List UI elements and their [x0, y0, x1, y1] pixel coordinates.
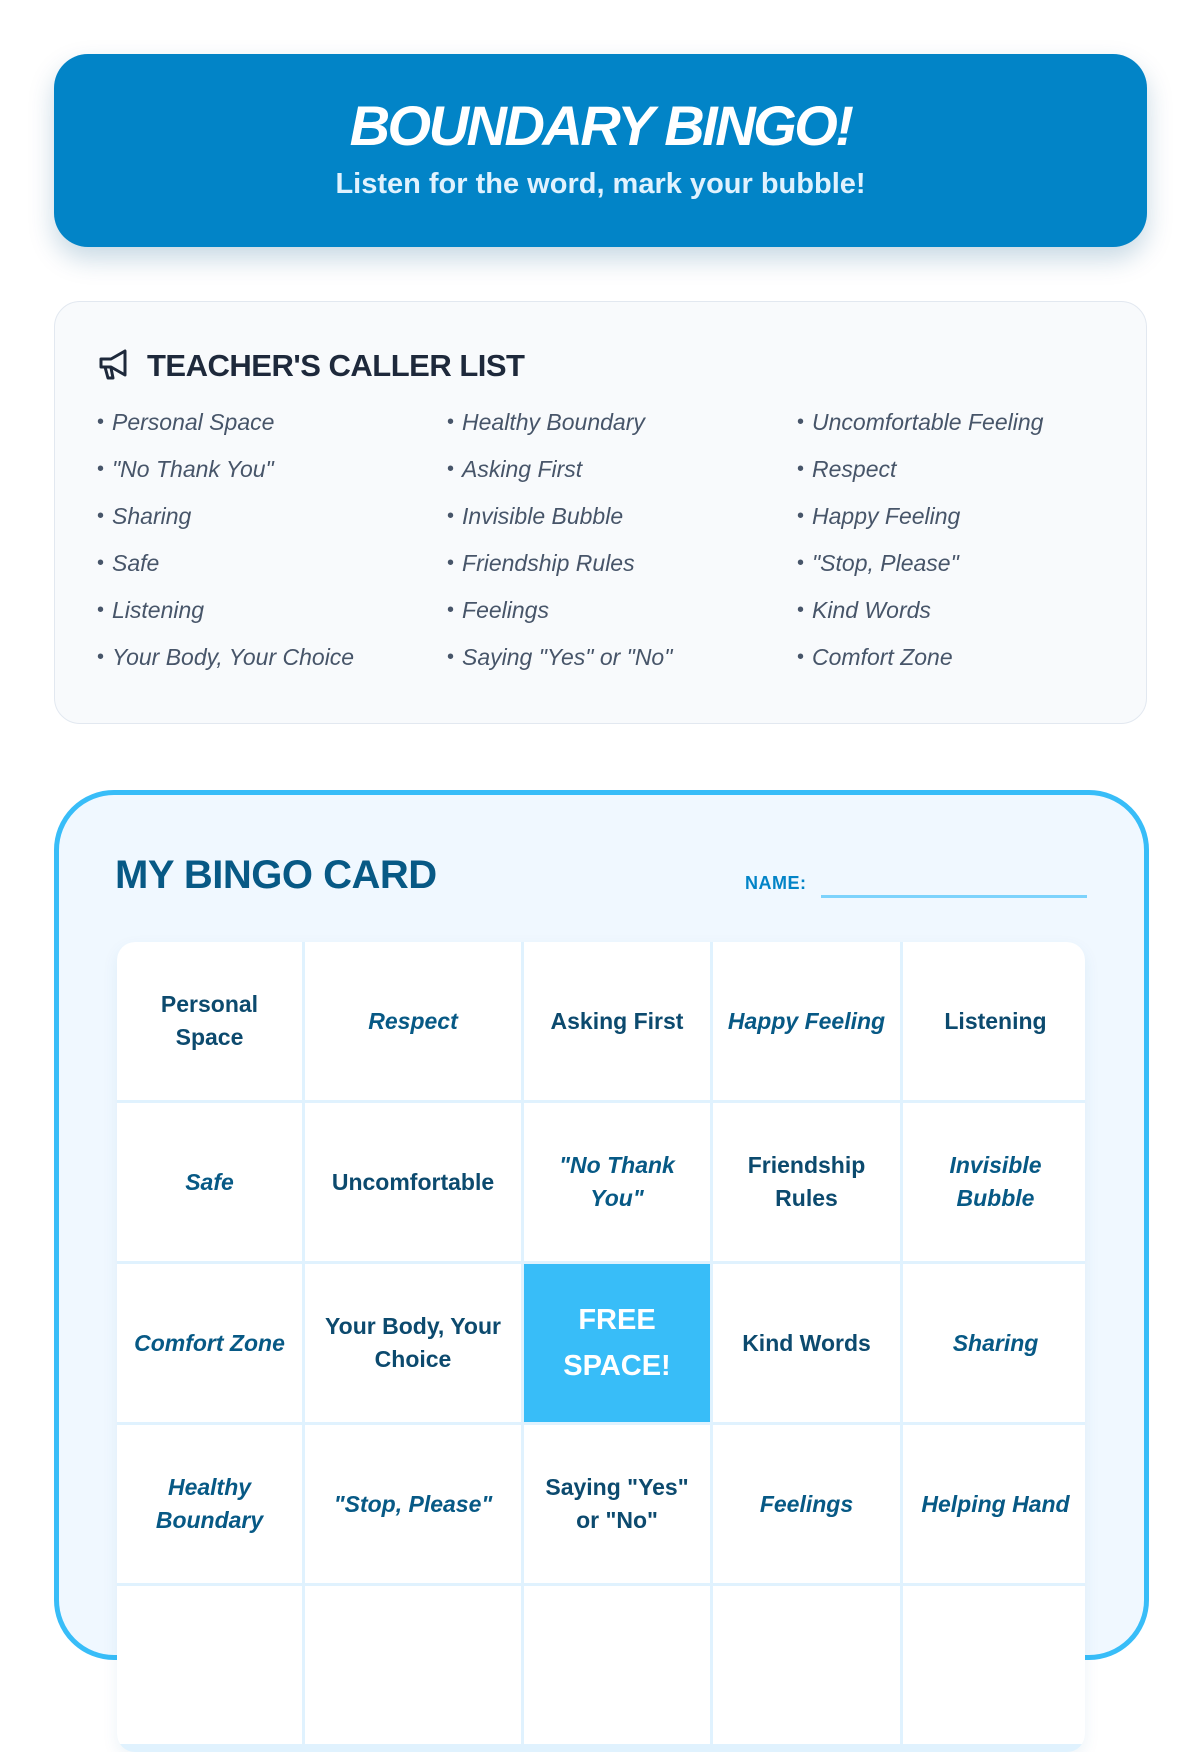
caller-list-item-label: Safe [112, 550, 160, 576]
caller-list-item-label: Saying "Yes" or "No" [462, 644, 673, 670]
bingo-grid [117, 942, 1085, 1752]
caller-column-1 [97, 407, 447, 689]
bingo-cell-label: Friendship Rules [747, 1152, 866, 1211]
caller-list-item-label: "Stop, Please" [812, 550, 959, 576]
caller-list-item-label: Happy Feeling [812, 503, 961, 529]
caller-list-item [797, 454, 1127, 501]
caller-list-item-label: Sharing [112, 503, 192, 529]
bingo-cell-label: Comfort Zone [134, 1329, 285, 1356]
bingo-card [54, 790, 1149, 1660]
caller-list-item-label: Invisible Bubble [462, 503, 624, 529]
bingo-cell-label: Sharing [952, 1329, 1039, 1356]
bingo-cell[interactable] [305, 1586, 521, 1744]
bingo-cell[interactable] [903, 1425, 1085, 1583]
bingo-cell[interactable] [305, 1425, 521, 1583]
bullet-icon: • [97, 646, 105, 668]
caller-list-item [97, 548, 447, 595]
bingo-cell-label: "No Thank You" [559, 1152, 675, 1211]
caller-list-item-label: Respect [812, 456, 897, 482]
caller-list-item-label: Feelings [462, 597, 549, 623]
caller-list-item [447, 407, 797, 454]
bingo-cell[interactable] [524, 1425, 710, 1583]
caller-list-item-label: Comfort Zone [812, 644, 953, 670]
caller-list-item [97, 501, 447, 548]
caller-list-item [97, 642, 447, 689]
bingo-cell[interactable] [524, 1103, 710, 1261]
caller-list-item-label: Healthy Boundary [462, 409, 645, 435]
bullet-icon: • [797, 505, 805, 527]
bullet-icon: • [447, 646, 455, 668]
bullet-icon: • [797, 646, 805, 668]
caller-list-columns [97, 407, 1127, 689]
caller-list-item [97, 454, 447, 501]
bingo-cell-label: Your Body, Your Choice [325, 1313, 501, 1372]
bingo-cell-label: Happy Feeling [727, 1007, 886, 1034]
bingo-cell[interactable] [524, 942, 710, 1100]
bullet-icon: • [97, 552, 105, 574]
caller-list-panel [54, 301, 1147, 724]
bingo-cell[interactable] [903, 942, 1085, 1100]
bullet-icon: • [97, 599, 105, 621]
caller-list-item-label: Personal Space [112, 409, 275, 435]
caller-list-item-label: Uncomfortable Feeling [812, 409, 1044, 435]
bullet-icon: • [447, 552, 455, 574]
caller-list-item [797, 407, 1127, 454]
caller-list-header [97, 346, 524, 386]
bingo-cell-label: FREE SPACE! [563, 1304, 671, 1382]
bingo-cell-label: Safe [185, 1168, 234, 1195]
bingo-cell[interactable] [713, 1586, 900, 1744]
bullet-icon: • [97, 411, 105, 433]
caller-list-item-label: Friendship Rules [462, 550, 635, 576]
caller-list-item [797, 642, 1127, 689]
caller-list-item-label: Asking First [462, 456, 583, 482]
bullet-icon: • [797, 599, 805, 621]
caller-list-item-label: Your Body, Your Choice [112, 644, 355, 670]
title-banner [54, 54, 1147, 247]
caller-list-item-label: Listening [112, 597, 205, 623]
bingo-cell[interactable] [713, 1103, 900, 1261]
bullet-icon: • [447, 458, 455, 480]
free-space-cell[interactable] [524, 1264, 710, 1422]
bingo-cell-label: Helping Hand [921, 1490, 1070, 1517]
name-field[interactable] [821, 895, 1087, 898]
bingo-cell[interactable] [117, 1586, 302, 1744]
bullet-icon: • [797, 411, 805, 433]
caller-list-item [447, 595, 797, 642]
page-title: BOUNDARY BINGO! [349, 94, 852, 157]
bingo-cell[interactable] [713, 1425, 900, 1583]
caller-column-2 [447, 407, 797, 689]
caller-list-item [797, 501, 1127, 548]
bingo-cell[interactable] [117, 1103, 302, 1261]
bingo-cell[interactable] [903, 1586, 1085, 1744]
bingo-cell[interactable] [305, 1103, 521, 1261]
bingo-cell[interactable] [117, 942, 302, 1100]
bingo-cell-label: Saying "Yes" or "No" [545, 1474, 689, 1533]
bingo-cell[interactable] [305, 1264, 521, 1422]
bullet-icon: • [447, 505, 455, 527]
bingo-cell-label: Asking First [550, 1007, 684, 1034]
bullet-icon: • [97, 505, 105, 527]
bingo-cell[interactable] [117, 1264, 302, 1422]
megaphone-icon [97, 347, 133, 386]
bingo-cell-label: Feelings [759, 1490, 854, 1517]
bingo-cell[interactable] [117, 1425, 302, 1583]
bingo-cell[interactable] [903, 1103, 1085, 1261]
caller-list-item-label: Kind Words [812, 597, 931, 623]
bullet-icon: • [797, 552, 805, 574]
bingo-card-title: MY BINGO CARD [115, 853, 437, 897]
bullet-icon: • [447, 599, 455, 621]
caller-list-item [447, 454, 797, 501]
caller-list-item [797, 548, 1127, 595]
caller-list-item [447, 501, 797, 548]
bingo-cell-label: Respect [368, 1007, 458, 1034]
caller-list-item [97, 407, 447, 454]
bingo-cell-label: Uncomfortable [331, 1168, 495, 1195]
bingo-cell[interactable] [305, 942, 521, 1100]
bingo-cell-label: Kind Words [742, 1329, 871, 1356]
caller-list-title: TEACHER'S CALLER LIST [147, 348, 525, 383]
bingo-cell[interactable] [903, 1264, 1085, 1422]
bingo-cell[interactable] [524, 1586, 710, 1744]
caller-list-item-label: "No Thank You" [112, 456, 274, 482]
caller-list-item [797, 595, 1127, 642]
bingo-cell-label: Listening [944, 1007, 1047, 1034]
caller-list-item [447, 548, 797, 595]
caller-list-item [97, 595, 447, 642]
caller-column-3 [797, 407, 1127, 689]
page-subtitle: Listen for the word, mark your bubble! [335, 168, 866, 200]
name-label: NAME: [745, 873, 807, 893]
bingo-cell-label: Invisible Bubble [949, 1152, 1042, 1211]
bingo-cell-label: "Stop, Please" [333, 1490, 493, 1517]
caller-list-item [447, 642, 797, 689]
bullet-icon: • [97, 458, 105, 480]
bingo-cell-label: Healthy Boundary [155, 1474, 264, 1533]
bingo-cell[interactable] [713, 942, 900, 1100]
bullet-icon: • [797, 458, 805, 480]
bingo-cell[interactable] [713, 1264, 900, 1422]
bingo-cell-label: Personal Space [160, 991, 259, 1050]
bullet-icon: • [447, 411, 455, 433]
